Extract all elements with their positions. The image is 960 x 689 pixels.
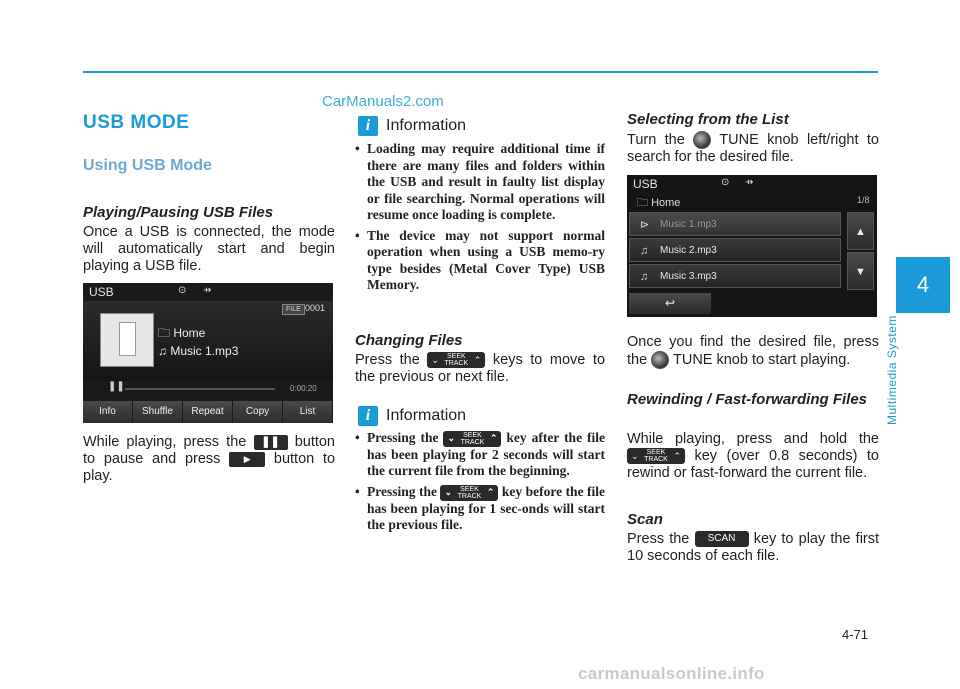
seek-track-key-icon: ⌄ SEEK TRACK ⌃	[627, 448, 685, 464]
info-icon: i	[358, 406, 378, 426]
music-note-icon: ♫	[640, 245, 649, 257]
folder-icon: 🗀	[637, 197, 652, 209]
sub-title: Using USB Mode	[83, 157, 212, 174]
now-playing-panel	[83, 301, 333, 381]
shuffle-button[interactable]: Shuffle	[133, 401, 183, 423]
usb-stick-icon	[119, 322, 136, 356]
screen-title: USB	[89, 285, 114, 299]
folder-name: Home	[173, 326, 206, 340]
tune-knob-icon	[693, 131, 711, 149]
album-art	[100, 313, 154, 367]
info-box-1-header	[358, 116, 466, 136]
track-label	[158, 344, 238, 358]
list-item[interactable]: ⊳ Music 1.mp3	[629, 212, 841, 236]
watermark-top: CarManuals2.com	[322, 93, 444, 110]
list-item: • Loading may require additional time if there are many files and folders within the USB and result in faulty list display or file searching. Normal operations will resume once loading is complete.	[355, 141, 605, 224]
music-note-icon: ♫	[158, 344, 171, 358]
folder-label: 🗀 Home	[637, 197, 681, 209]
music-note-icon: ♫	[640, 271, 649, 283]
watermark-bottom: carmanualsonline.info	[578, 664, 765, 683]
usb-screen-playing	[83, 283, 333, 423]
info-box-2-title: Information	[386, 407, 467, 424]
section-title: USB MODE	[83, 112, 190, 133]
chapter-label: Multimedia System	[885, 315, 899, 425]
seek-track-key-icon: ⌄ SEEK TRACK ⌃	[443, 431, 501, 447]
scroll-down-button[interactable]: ▼	[847, 252, 874, 290]
select-text: Turn the TUNE knob left/right to search for the desired file.	[627, 131, 879, 165]
scan-key-icon: SCAN	[695, 531, 749, 547]
scan-heading: Scan	[627, 511, 663, 528]
file-count: 0001	[305, 303, 326, 313]
screen-status-bar	[627, 175, 877, 193]
repeat-button[interactable]: Repeat	[183, 401, 233, 423]
progress-bar[interactable]	[125, 388, 275, 390]
file-badge: FILE	[282, 304, 305, 315]
page-count: 1/8	[857, 195, 870, 205]
pause-play-text: While playing, press the ❚❚ button to pause and press ▶ button to play.	[83, 434, 336, 484]
rewind-text: While playing, press and hold the ⌄ SEEK TRACK ⌃ key (over 0.8 seconds) to rewind or fast-forward the current file.	[627, 431, 879, 481]
list-item: • Pressing the ⌄ SEEK TRACK ⌃ key after the file has been playing for 2 seconds will start the current file from the beginning.	[355, 430, 605, 480]
found-text: Once you find the desired file, press the TUNE knob to start playing.	[627, 334, 879, 368]
folder-label	[158, 324, 205, 345]
seek-track-key-icon: ⌄ SEEK TRACK ⌃	[440, 485, 498, 501]
disc-icon: ⊙	[178, 285, 187, 296]
list-item: • The device may not support normal operation when using a USB memo-ry type besides (Metal Cover Type) USB Memory.	[355, 228, 605, 294]
pause-key-icon: ❚❚	[254, 435, 288, 450]
info-box-2-list	[355, 430, 605, 538]
progress-row	[83, 381, 333, 395]
playing-intro: Once a USB is connected, the mode will automatically start and begin playing a USB file.	[83, 224, 335, 274]
pause-icon[interactable]: ❚❚	[108, 381, 125, 392]
copy-button[interactable]: Copy	[233, 401, 283, 423]
screen-title: USB	[633, 177, 658, 191]
info-box-1-title: Information	[386, 117, 467, 134]
screen-button-bar	[83, 401, 333, 423]
info-box-1-list	[355, 141, 605, 298]
scroll-up-button[interactable]: ▲	[847, 212, 874, 250]
back-button[interactable]	[629, 293, 711, 314]
info-icon: i	[358, 116, 378, 136]
changing-text: Press the ⌄ SEEK TRACK ⌃ keys to move to the previous or next file.	[355, 352, 606, 385]
info-box-2-header	[358, 406, 466, 426]
track-name: Music 1.mp3	[170, 344, 239, 358]
usb-screen-list	[627, 175, 877, 317]
playing-heading: Playing/Pausing USB Files	[83, 204, 274, 221]
rewind-heading: Rewinding / Fast-forwarding Files	[627, 391, 868, 408]
usb-icon: ⇸	[745, 177, 754, 188]
chapter-tab: 4	[896, 257, 950, 313]
select-heading: Selecting from the List	[627, 111, 789, 128]
list-button[interactable]: List	[283, 401, 333, 423]
seek-track-key-icon: ⌄ SEEK TRACK ⌃	[427, 352, 485, 368]
list-item[interactable]: ♫ Music 2.mp3	[629, 238, 841, 262]
play-key-icon: ▶	[229, 452, 265, 467]
elapsed-time: 0:00:20	[290, 384, 317, 393]
changing-heading: Changing Files	[355, 332, 463, 349]
page-number: 4-71	[842, 627, 869, 642]
header-rule	[83, 71, 878, 73]
screen-status-bar	[83, 283, 333, 301]
tune-knob-icon	[651, 351, 669, 369]
info-button[interactable]: Info	[83, 401, 133, 423]
list-item: • Pressing the ⌄ SEEK TRACK ⌃ key before the file has been playing for 1 sec-onds will start the previous file.	[355, 484, 605, 534]
usb-icon: ⇸	[203, 285, 212, 296]
scan-text: Press the SCAN key to play the first 10 seconds of each file.	[627, 531, 880, 564]
play-circle-icon: ⊳	[640, 219, 650, 231]
list-item[interactable]: ♫ Music 3.mp3	[629, 264, 841, 288]
disc-icon: ⊙	[721, 177, 730, 188]
back-arrow-icon: ↩	[664, 296, 676, 310]
folder-icon: 🗀	[158, 326, 174, 340]
